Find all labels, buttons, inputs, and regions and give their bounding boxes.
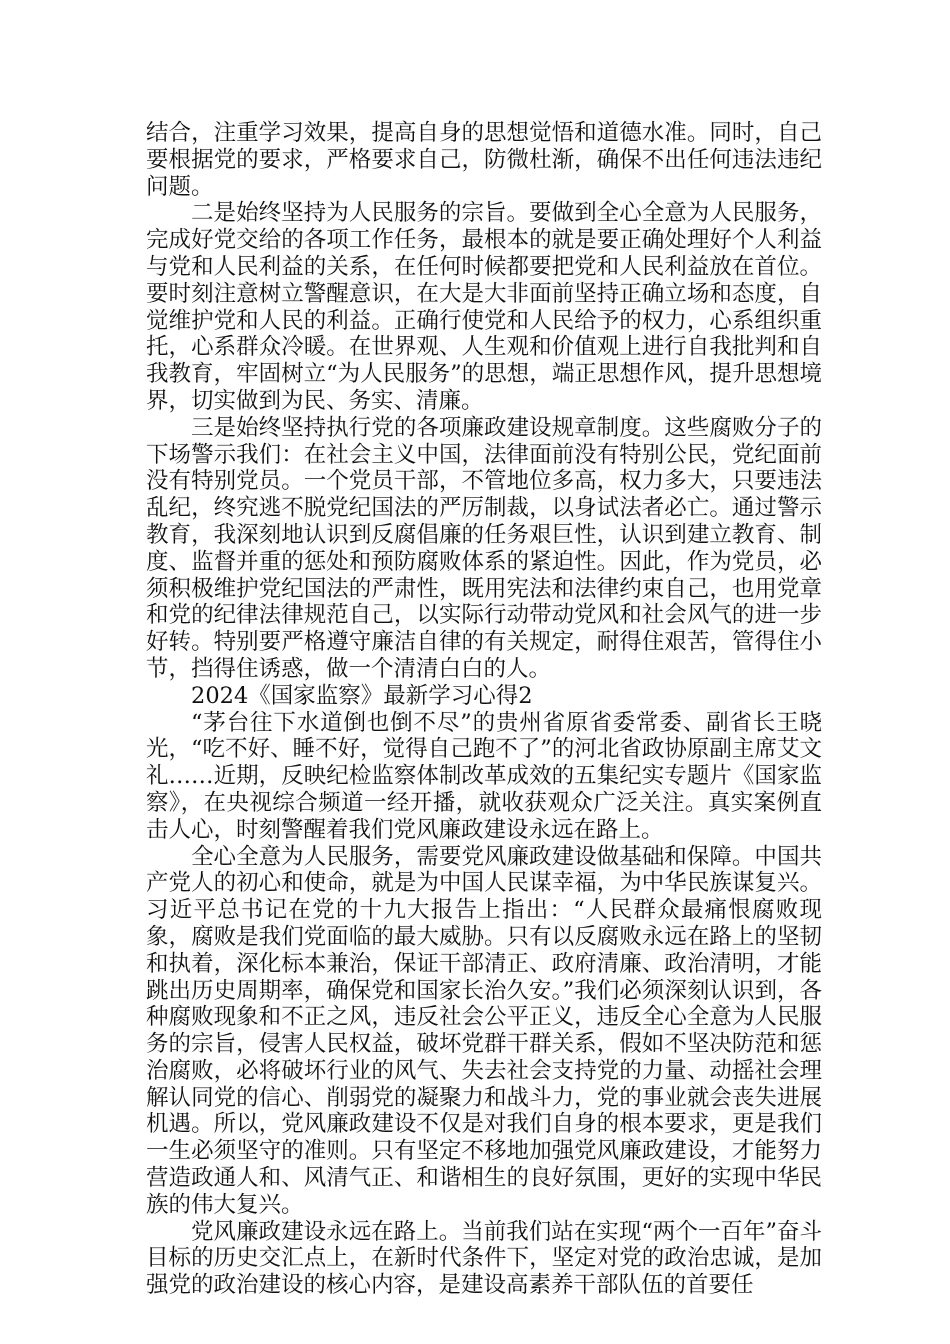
paragraph-3: 三是始终坚持执行党的各项廉政建设规章制度。这些腐败分子的下场警示我们：在社会主义中国，法律面前没有特别公民，党纪面前没有特别党员。一个党员干部，不管地位多高，权力多大，只要违法乱纪，终究逃不脱党纪国法的严厉制裁，以身试法者必亡。通过警示教育，我深刻地认识到反腐倡廉的任务艰巨性，认识到建立教育、制度、监督并重的惩处和预防腐败体系的紧迫性。因此，作为党员，必须积极维护党纪国法的严肃性，既用宪法和法律约束自己，也用党章和党的纪律法律规范自己，以实际行动带动党风和社会风气的进一步好转。特别要严格遵守廉洁自律的有关规定，耐得住艰苦，管得住小节，挡得住诱惑，做一个清清白白的人。 [146, 414, 822, 682]
paragraph-1: 结合，注重学习效果，提高自身的思想觉悟和道德水准。同时，自己要根据党的要求，严格要求自己，防微杜渐，确保不出任何违法违纪问题。 [146, 120, 822, 200]
paragraph-5: 全心全意为人民服务，需要党风廉政建设做基础和保障。中国共产党人的初心和使命，就是为中国人民谋幸福，为中华民族谋复兴。习近平总书记在党的十九大报告上指出：“人民群众最痛恨腐败现象，腐败是我们党面临的最大威胁。只有以反腐败永远在路上的坚韧和执着，深化标本兼治，保证干部清正、政府清廉、政治清明，才能跳出历史周期率，确保党和国家长治久安。”我们必须深刻认识到，各种腐败现象和不正之风，违反社会公平正义，违反全心全意为人民服务的宗旨，侵害人民权益，破坏党群干群关系，假如不坚决防范和惩治腐败，必将破坏行业的风气、失去社会支持党的力量、动摇社会理解认同党的信心、削弱党的凝聚力和战斗力，党的事业就会丧失进展机遇。所以，党风廉政建设不仅是对我们自身的根本要求，更是我们一生必须坚守的准则。只有坚定不移地加强党风廉政建设，才能努力营造政通人和、风清气正、和谐相生的良好氛围，更好的实现中华民族的伟大复兴。 [146, 843, 822, 1218]
paragraph-6: 党风廉政建设永远在路上。当前我们站在实现“两个一百年”奋斗目标的历史交汇点上，在新时代条件下，坚定对党的政治忠诚，是加强党的政治建设的核心内容，是建设高素养干部队伍的首要任 [146, 1218, 822, 1299]
paragraph-2: 二是始终坚持为人民服务的宗旨。要做到全心全意为人民服务，完成好党交给的各项工作任务，最根本的就是要正确处理好个人利益与党和人民利益的关系，在任何时候都要把党和人民利益放在首位。要时刻注意树立警醒意识，在大是大非面前坚持正确立场和态度，自觉维护党和人民的利益。正确行使党和人民给予的权力，心系组织重托，心系群众冷暖。在世界观、人生观和价值观上进行自我批判和自我教育，牢固树立“为人民服务”的思想，端正思想作风，提升思想境界，切实做到为民、务实、清廉。 [146, 200, 822, 414]
section-title: 2024《国家监察》最新学习心得2 [191, 682, 533, 709]
document-page [146, 120, 822, 1299]
paragraph-4: “茅台往下水道倒也倒不尽”的贵州省原省委常委、副省长王晓光，“吃不好、睡不好，觉得自己跑不了”的河北省政协原副主席艾文礼……近期，反映纪检监察体制改革成效的五集纪实专题片《国家监察》，在央视综合频道一经开播，就收获观众广泛关注。真实案例直击人心，时刻警醒着我们党风廉政建设永远在路上。 [146, 709, 822, 843]
